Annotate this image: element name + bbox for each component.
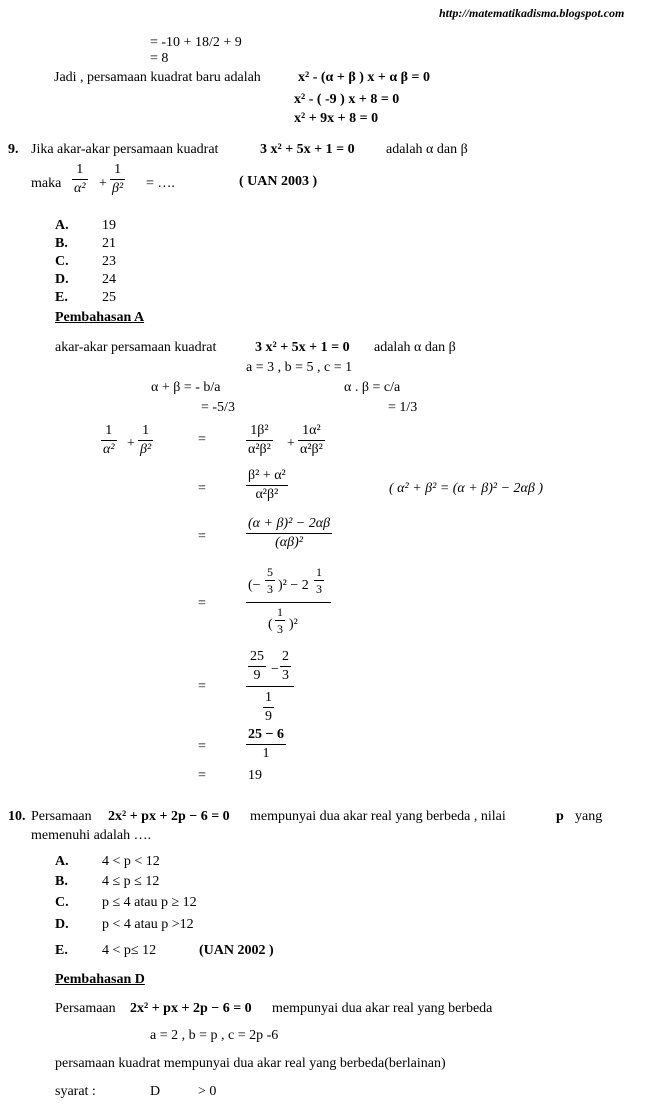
q10-syarat-d: D	[150, 1084, 161, 1099]
q9-option-e-label: E.	[55, 290, 68, 305]
q9-sum-value: = -5/3	[201, 400, 235, 415]
q9-step-2-fraction: $\frac{\text{β² + α²}}{\text{α²β²}}$	[248, 468, 286, 502]
q9-discussion-equation: 3 x² + 5x + 1 = 0	[255, 340, 350, 355]
q10-option-a-value: 4 < p < 12	[102, 854, 160, 869]
q9-step-5-frac-1-9: $\frac{1}{9}$	[265, 690, 272, 724]
q9-discussion-suffix: adalah α dan β	[374, 340, 456, 355]
q9-option-d-value: 24	[102, 272, 116, 287]
q9-step-6-fraction: $\frac{25 - 6}{1}$	[248, 727, 284, 761]
q9-option-d-label: D.	[55, 272, 69, 287]
q10-discussion-line-2: persamaan kuadrat mempunyai dua akar real yang berbeda(berlainan)	[55, 1056, 446, 1071]
q10-option-e-value: 4 < p≤ 12	[102, 943, 157, 958]
q9-ellipsis: = ….	[146, 176, 175, 191]
q9-option-a-value: 19	[102, 218, 116, 233]
q9-step-4-one-third: $\frac{1}{3}$	[316, 565, 322, 596]
q10-source: (UAN 2002 )	[199, 943, 274, 958]
q9-option-c-label: C.	[55, 254, 69, 269]
q9-lhs-plus: +	[127, 436, 135, 451]
q10-discussion-line-b: mempunyai dua akar real yang berbeda	[272, 1001, 493, 1016]
q10-option-d-label: D.	[55, 917, 69, 932]
q9-option-a-label: A.	[55, 218, 69, 233]
q9-step-3-fraction: $\frac{\text{(α + β)² − 2αβ}}{\text{(αβ)²}}$	[248, 516, 331, 550]
q9-lhs-fraction-beta: $\frac{1}{\text{β²}}$	[140, 423, 152, 457]
q10-discussion-line-a: Persamaan	[55, 1001, 116, 1016]
q9-plus: +	[99, 176, 107, 191]
q9-equation: 3 x² + 5x + 1 = 0	[260, 142, 355, 157]
q9-sum-formula: α + β = - b/a	[151, 380, 221, 395]
q10-option-d-value: p < 4 atau p >12	[102, 917, 194, 932]
q9-fraction-alpha: $\frac{1}{\text{α²}}$	[74, 162, 86, 196]
q9-final-answer: 19	[248, 768, 262, 783]
q9-step-5-equals: =	[198, 679, 206, 694]
q9-step-5-bar	[246, 686, 294, 687]
q9-stem: Jika akar-akar persamaan kuadrat	[31, 142, 219, 157]
q9-fraction-beta: $\frac{1}{\text{β²}}$	[112, 162, 124, 196]
q9-step-7-equals: =	[198, 768, 206, 783]
q10-coefficients: a = 2 , b = p , c = 2p -6	[150, 1028, 279, 1043]
q9-step-1-plus: +	[287, 436, 295, 451]
q9-option-c-value: 23	[102, 254, 116, 269]
q9-identity-note: ( α² + β² = (α + β)² − 2αβ )	[389, 481, 543, 496]
prev-equation-1: x² - (α + β ) x + α β = 0	[298, 70, 430, 85]
q9-step-5-frac-25-9: $\frac{25}{9}$	[250, 649, 264, 683]
q9-step-4-middle: )² − 2	[278, 578, 309, 593]
q9-step-5-frac-2-3: $\frac{2}{3}$	[282, 649, 289, 683]
q9-step-4-open: (−	[248, 578, 261, 593]
q10-option-b-value: 4 ≤ p ≤ 12	[102, 874, 160, 889]
q9-step-1-fraction-b: $\frac{\text{1α²}}{\text{α²β²}}$	[300, 423, 323, 457]
q9-coefficients: a = 3 , b = 5 , c = 1	[246, 360, 353, 375]
q10-equation: 2x² + px + 2p − 6 = 0	[108, 809, 230, 824]
q9-step-5-minus: −	[271, 662, 279, 677]
prev-equation-2: x² - ( -9 ) x + 8 = 0	[294, 92, 400, 107]
q9-step-4-five-thirds: $\frac{5}{3}$	[267, 565, 273, 596]
q9-step-4-bar	[246, 602, 331, 603]
q9-product-formula: α . β = c/a	[344, 380, 401, 395]
q9-step-2-equals: =	[198, 481, 206, 496]
blog-url[interactable]: http://matematikadisma.blogspot.com	[439, 6, 625, 20]
q10-option-c-value: p ≤ 4 atau p ≥ 12	[102, 895, 197, 910]
q10-discussion-title: Pembahasan D	[55, 972, 145, 987]
q10-discussion-equation: 2x² + px + 2p − 6 = 0	[130, 1001, 252, 1016]
q10-variable-p: p	[556, 809, 564, 824]
q9-number: 9.	[8, 142, 19, 157]
q10-stem-b: mempunyai dua akar real yang berbeda , nilai	[250, 809, 506, 824]
q10-stem-line-2: memenuhi adalah ….	[31, 828, 152, 843]
prev-line-2: = 8	[150, 51, 169, 66]
q9-option-e-value: 25	[102, 290, 116, 305]
q9-discussion-line: akar-akar persamaan kuadrat	[55, 340, 217, 355]
q10-syarat-label: syarat :	[55, 1084, 96, 1099]
q10-stem-c: yang	[575, 809, 603, 824]
q9-source: ( UAN 2003 )	[239, 174, 318, 189]
q9-maka: maka	[31, 176, 62, 191]
q10-option-e-label: E.	[55, 943, 68, 958]
q9-step-4-den-open: (	[268, 617, 273, 632]
q9-product-value: = 1/3	[388, 400, 418, 415]
q10-number: 10.	[8, 809, 26, 824]
q9-stem-suffix: adalah α dan β	[386, 142, 468, 157]
prev-equation-3: x² + 9x + 8 = 0	[294, 111, 379, 126]
prev-conclusion: Jadi , persamaan kuadrat baru adalah	[54, 70, 261, 85]
q9-step-4-equals: =	[198, 596, 206, 611]
q10-syarat-gt: > 0	[198, 1084, 217, 1099]
q9-option-b-value: 21	[102, 236, 116, 251]
q9-option-b-label: B.	[55, 236, 68, 251]
prev-line-1: = -10 + 18/2 + 9	[150, 35, 242, 50]
q9-step-4-den-close: )²	[289, 617, 298, 632]
q10-option-a-label: A.	[55, 854, 69, 869]
q9-step-1-fraction-a: $\frac{\text{1β²}}{\text{α²β²}}$	[248, 423, 271, 457]
q10-option-b-label: B.	[55, 874, 68, 889]
q9-step-4-den-fraction: $\frac{1}{3}$	[277, 605, 283, 636]
q9-discussion-title: Pembahasan A	[55, 310, 145, 325]
q9-step-6-equals: =	[198, 739, 206, 754]
q10-option-c-label: C.	[55, 895, 69, 910]
q9-step-1-equals: =	[198, 432, 206, 447]
q9-lhs-fraction-alpha: $\frac{1}{\text{α²}}$	[103, 423, 115, 457]
q9-step-3-equals: =	[198, 529, 206, 544]
q10-stem-a: Persamaan	[31, 809, 92, 824]
